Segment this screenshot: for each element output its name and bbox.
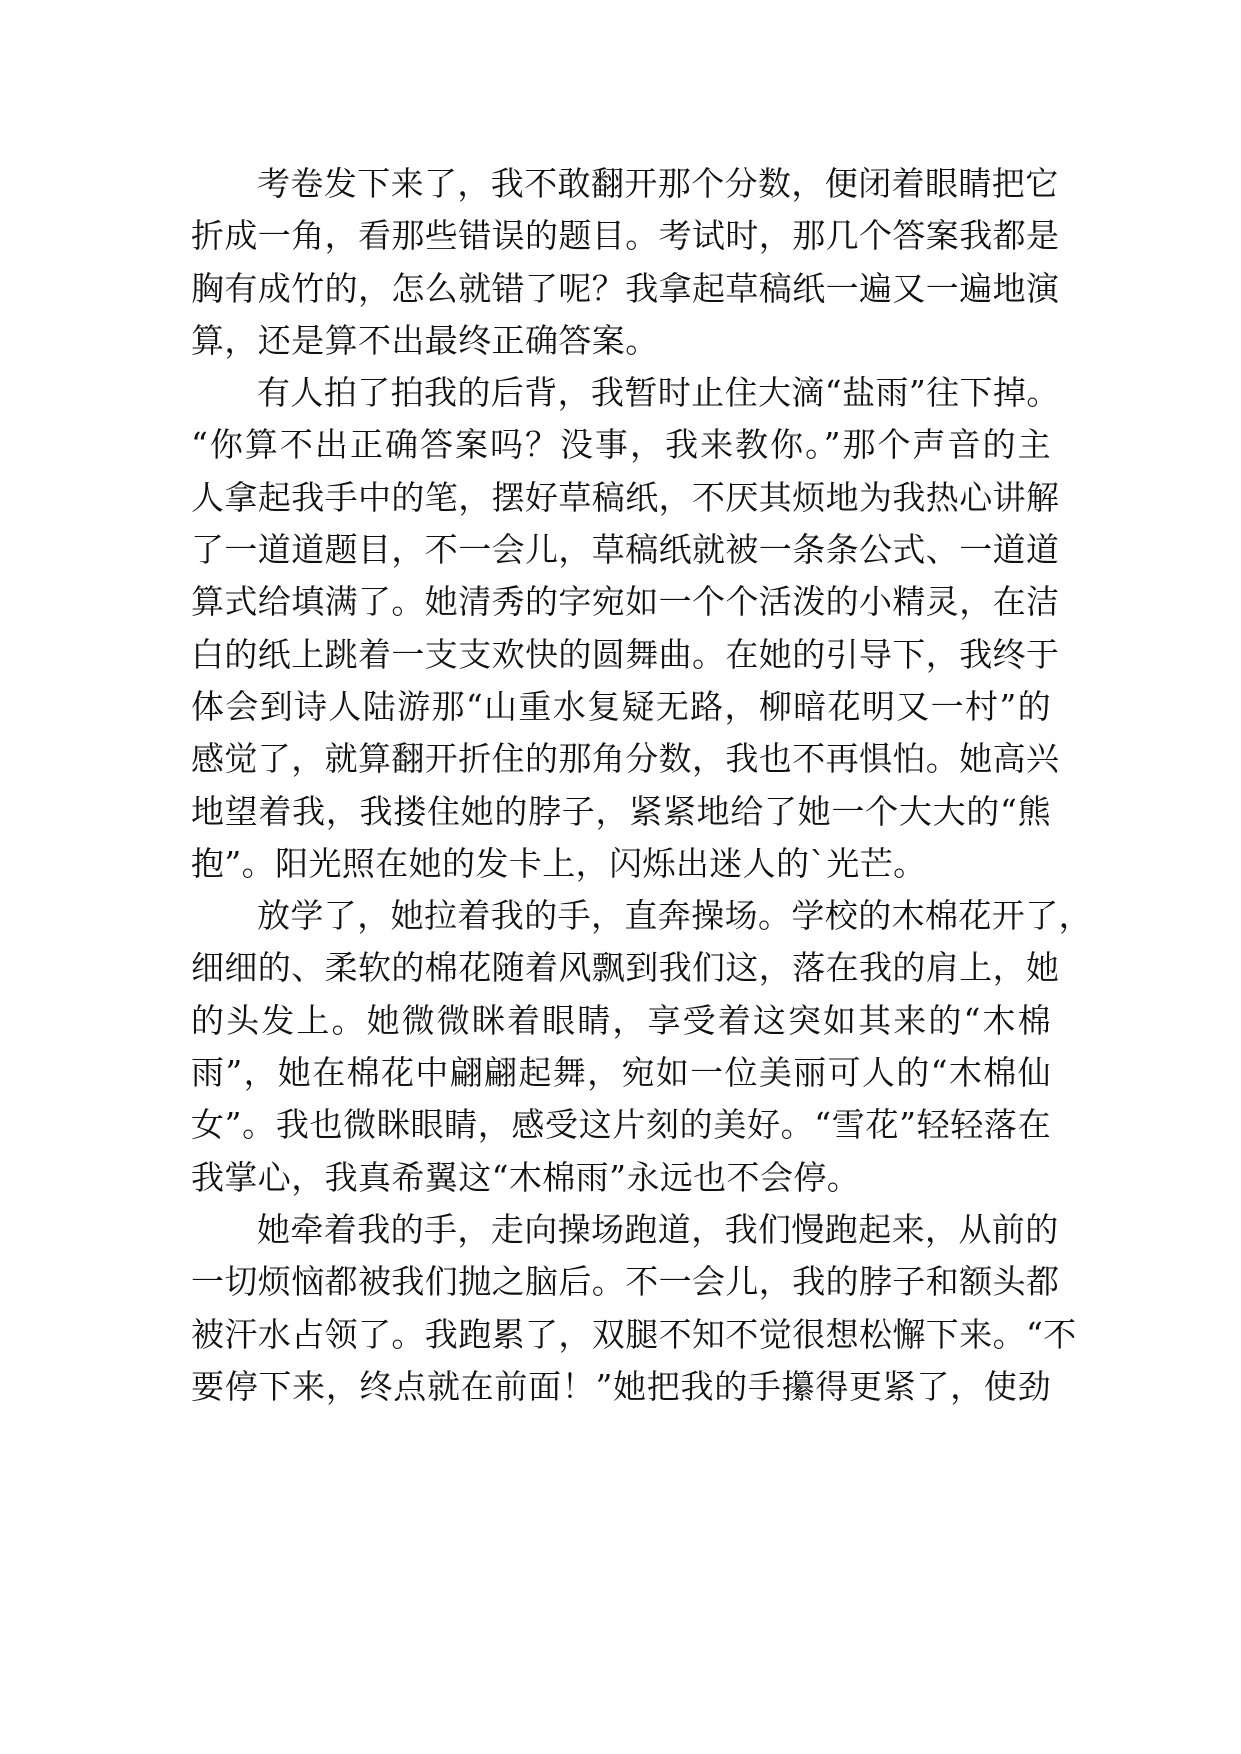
- text-line: 了一道道题目，不一会儿，草稿纸就被一条条公式、一道道: [191, 530, 1060, 570]
- text-line: 的头发上。她微微眯着眼睛，享受着这突如其来的“木棉: [191, 1000, 1051, 1040]
- text-line: 抱”。阳光照在她的发卡上，闪烁出迷人的`光芒。: [191, 843, 927, 883]
- text-line: 体会到诗人陆游那“山重水复疑无路，柳暗花明又一村”的: [191, 686, 1051, 726]
- paragraph-3: [191, 890, 1092, 1204]
- text-line: 放学了，她拉着我的手，直奔操场。学校的木棉花开了，: [257, 896, 1092, 936]
- text-line: 有人拍了拍我的后背，我暂时止住大滴“盐雨”往下掉。: [257, 373, 1060, 413]
- text-line: 感觉了，就算翻开折住的那角分数，我也不再惧怕。她高兴: [191, 739, 1060, 779]
- text-line: 一切烦恼都被我们抛之脑后。不一会儿，我的脖子和额头都: [191, 1262, 1060, 1302]
- text-line: 被汗水占领了。我跑累了，双腿不知不觉很想松懈下来。“不: [191, 1314, 1077, 1354]
- text-line: 细细的、柔软的棉花随着风飘到我们这，落在我的肩上，她: [191, 948, 1060, 988]
- paragraph-1: [191, 158, 1060, 367]
- text-line: “你算不出正确答案吗？没事，我来教你。”那个声音的主: [191, 425, 1051, 465]
- text-line: 人拿起我手中的笔，摆好草稿纸，不厌其烦地为我热心讲解: [191, 477, 1060, 517]
- text-line: 折成一角，看那些错误的题目。考试时，那几个答案我都是: [191, 216, 1060, 256]
- text-line: 算式给填满了。她清秀的字宛如一个个活泼的小精灵，在洁: [191, 582, 1060, 622]
- text-line: 雨”，她在棉花中翩翩起舞，宛如一位美丽可人的“木棉仙: [191, 1053, 1051, 1093]
- paragraph-4: [191, 1204, 1077, 1413]
- text-line: 胸有成竹的，怎么就错了呢？我拿起草稿纸一遍又一遍地演: [191, 268, 1060, 308]
- essay-body: [191, 158, 1092, 1413]
- text-line: 地望着我，我搂住她的脖子，紧紧地给了她一个大大的“熊: [191, 791, 1051, 831]
- text-line: 算，还是算不出最终正确答案。: [191, 320, 659, 360]
- text-line: 白的纸上跳着一支支欢快的圆舞曲。在她的引导下，我终于: [191, 634, 1060, 674]
- text-line: 女”。我也微眯眼睛，感受这片刻的美好。“雪花”轻轻落在: [191, 1105, 1051, 1145]
- text-line: 考卷发下来了，我不敢翻开那个分数，便闭着眼睛把它: [257, 164, 1059, 203]
- text-line: 我掌心，我真希翼这“木棉雨”永远也不会停。: [191, 1157, 861, 1197]
- paragraph-2: [191, 367, 1060, 890]
- text-line: 要停下来，终点就在前面！”她把我的手攥得更紧了，使劲: [191, 1366, 1051, 1406]
- text-line: 她牵着我的手，走向操场跑道，我们慢跑起来，从前的: [257, 1209, 1059, 1249]
